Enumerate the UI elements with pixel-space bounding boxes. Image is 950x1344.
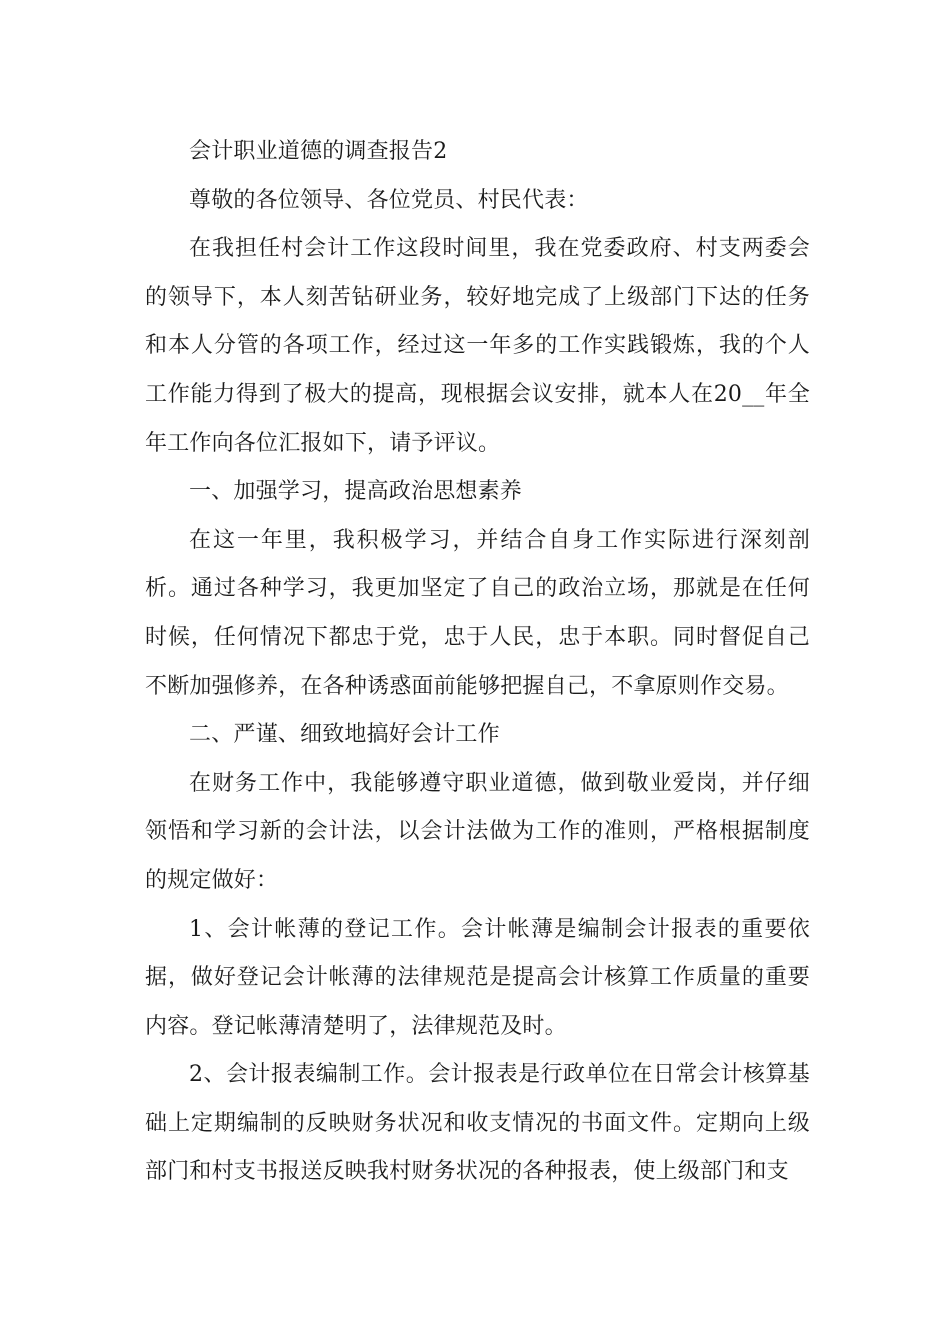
- document-title: 会计职业道德的调查报告2: [189, 139, 448, 164]
- body-paragraph-intro: 在我担任村会计工作这段时间里，我在党委政府、村支两委会的领导下，本人刻苦钻研业务，较好地完成了上级部门下达的任务和本人分管的各项工作，经过这一年多的工作实践锻炼，我的个人工作能力得到了极大的提高，现根据会议安排，就本人在20__年全年工作向各位汇报如下，请予评议。: [145, 236, 810, 456]
- body-paragraph-study: 在这一年里，我积极学习，并结合自身工作实际进行深刻剖析。通过各种学习，我更加坚定了自己的政治立场，那就是在任何时候，任何情况下都忠于党，忠于人民，忠于本职。同时督促自己不断加强修养，在各种诱惑面前能够把握自己，不拿原则作交易。: [145, 527, 810, 699]
- list-item-ledger: 1、会计帐薄的登记工作。会计帐薄是编制会计报表的重要依据，做好登记会计帐薄的法律规范是提高会计核算工作质量的重要内容。登记帐薄清楚明了，法律规范及时。: [145, 916, 810, 1039]
- document-body: [145, 128, 810, 1197]
- body-paragraph-accounting: 在财务工作中，我能够遵守职业道德，做到敬业爱岗，并仔细领悟和学习新的会计法，以会计法做为工作的准则，严格根据制度的规定做好：: [145, 770, 810, 893]
- salutation: 尊敬的各位领导、各位党员、村民代表：: [189, 187, 589, 213]
- section-heading-1: 一、加强学习，提高政治思想素养: [189, 479, 523, 505]
- list-item-reports: 2、会计报表编制工作。会计报表是行政单位在日常会计核算基础上定期编制的反映财务状况和收支情况的书面文件。定期向上级部门和村支书报送反映我村财务状况的各种报表，使上级部门和支: [145, 1062, 810, 1185]
- section-heading-2: 二、严谨、细致地搞好会计工作: [189, 722, 500, 748]
